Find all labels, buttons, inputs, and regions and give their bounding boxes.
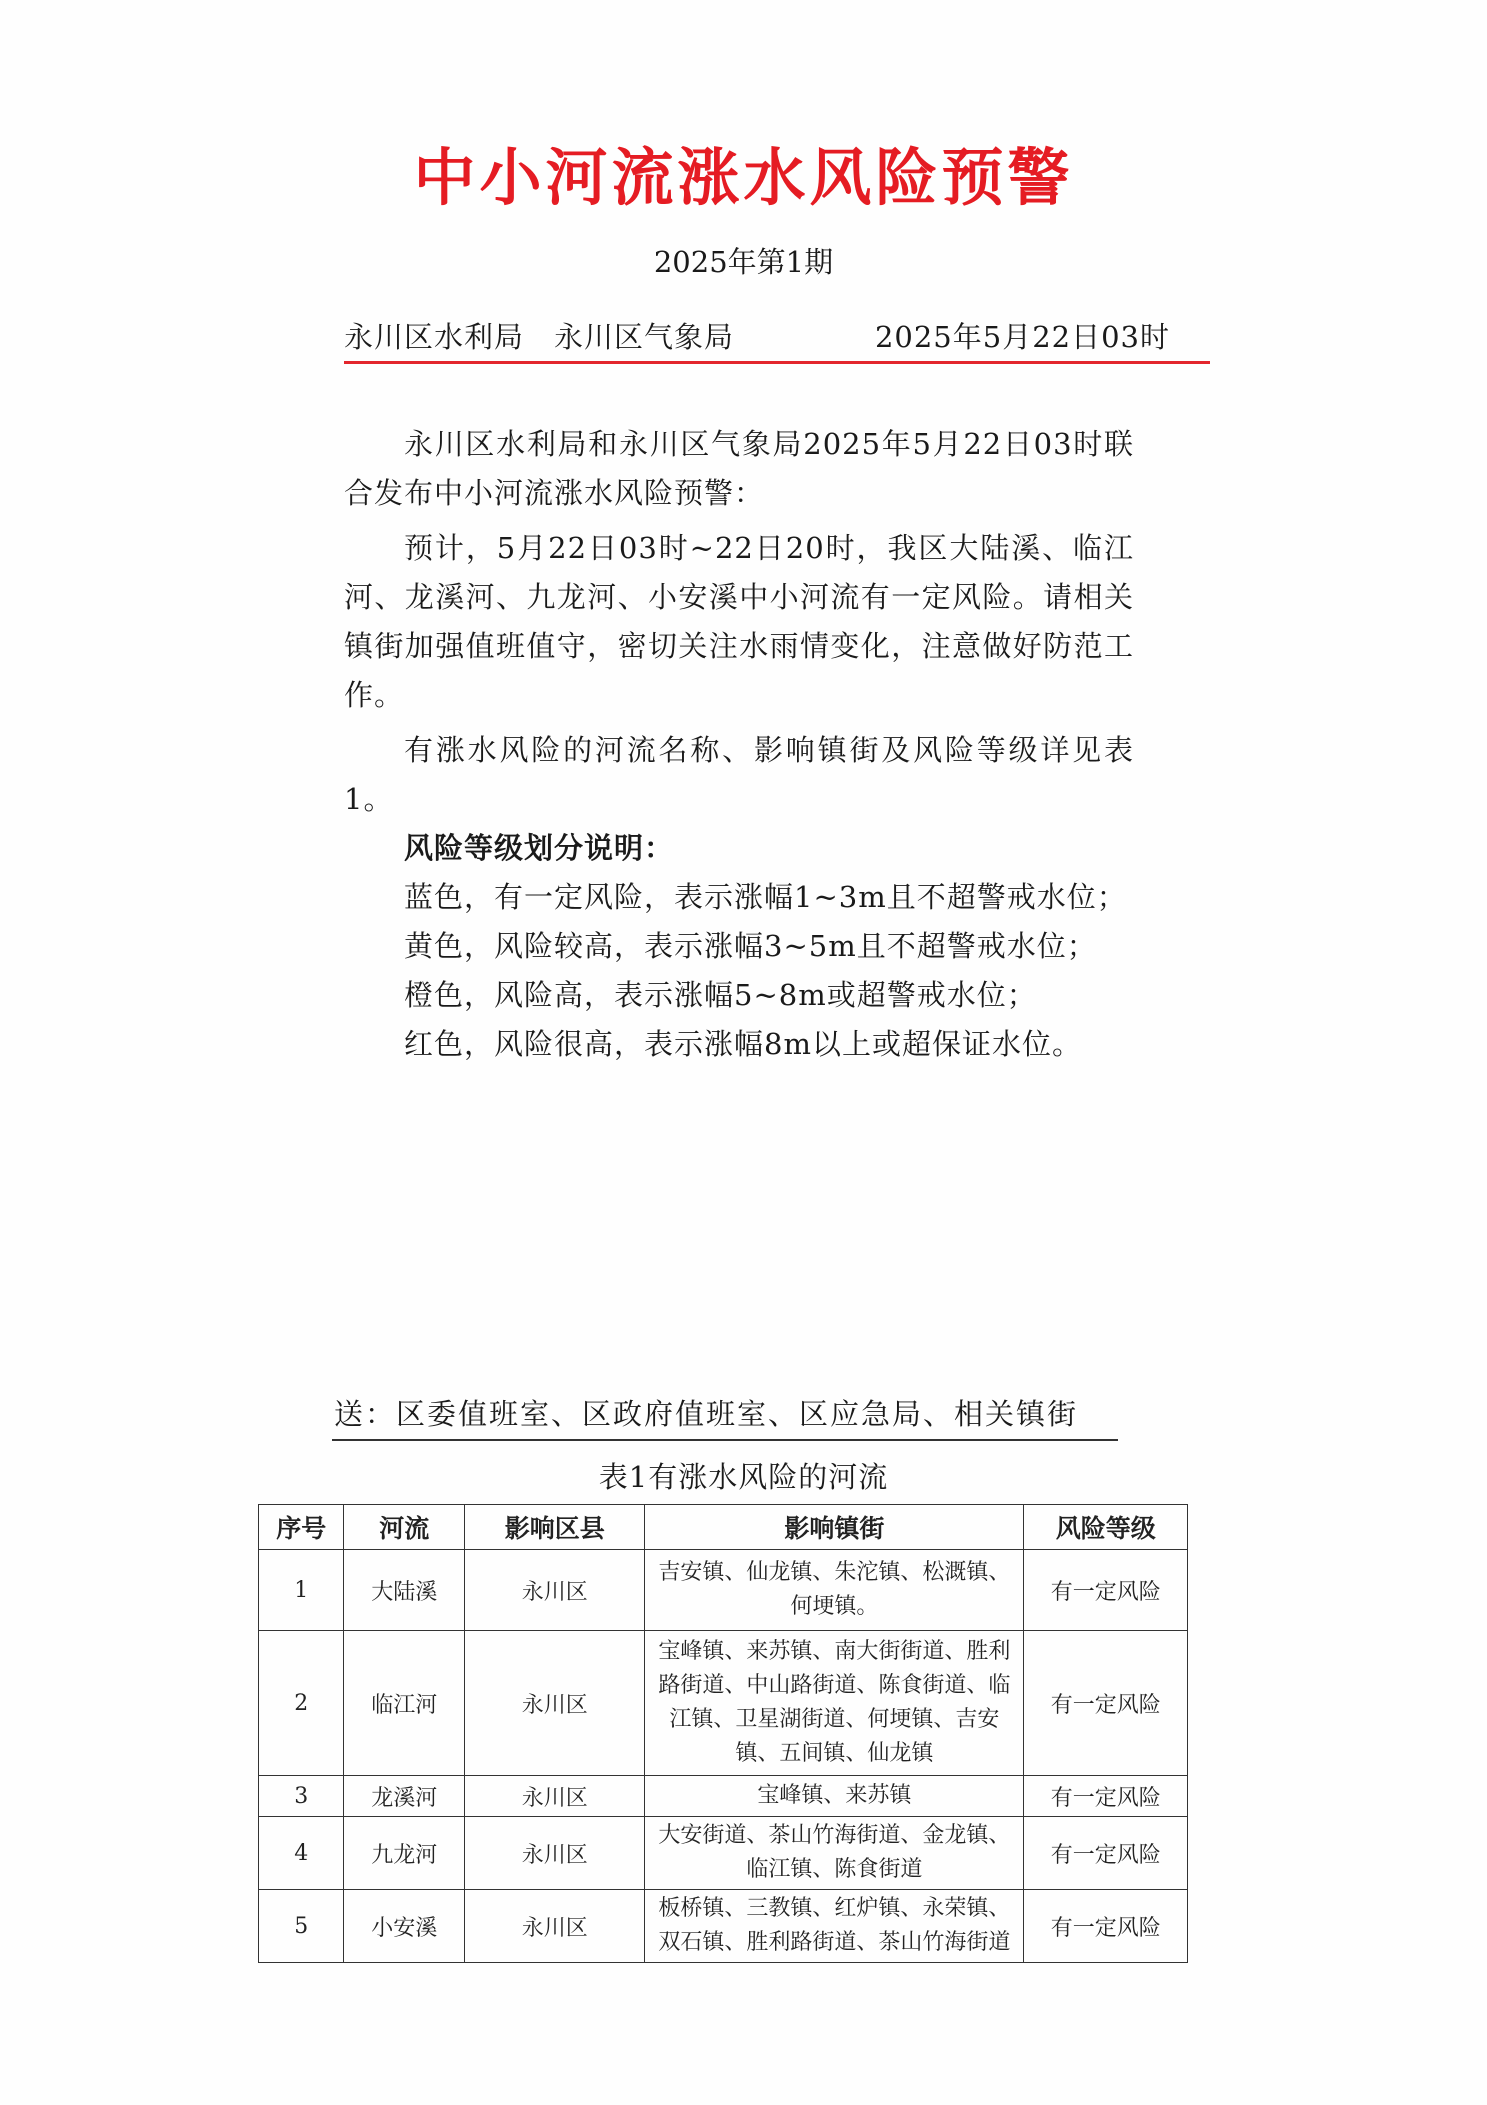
table-row <box>259 1776 1188 1817</box>
risk-level-orange: 橙色，风险高，表示涨幅5~8m或超警戒水位； <box>404 978 1037 1012</box>
table-row <box>259 1631 1188 1776</box>
cell-towns: 宝峰镇、来苏镇 <box>645 1776 1024 1817</box>
cell-towns: 板桥镇、三教镇、红炉镇、永荣镇、双石镇、胜利路街道、茶山竹海街道 <box>645 1890 1024 1963</box>
header-county: 影响区县 <box>465 1505 645 1550</box>
red-divider <box>344 361 1210 364</box>
risk-level-yellow: 黄色，风险较高，表示涨幅3~5m且不超警戒水位； <box>404 929 1097 963</box>
paragraph-intro: 永川区水利局和永川区气象局2025年5月22日03时联合发布中小河流涨水风险预警： <box>344 427 1134 510</box>
paragraph-forecast: 预计，5月22日03时~22日20时，我区大陆溪、临江河、龙溪河、九龙河、小安溪中小河流有一定风险。请相关镇街加强值班值守，密切关注水雨情变化，注意做好防范工作。 <box>344 531 1134 712</box>
cell-river: 小安溪 <box>344 1890 465 1963</box>
cell-no: 4 <box>259 1817 344 1890</box>
cell-no: 2 <box>259 1631 344 1776</box>
header-river: 河流 <box>344 1505 465 1550</box>
table-row <box>259 1817 1188 1890</box>
cell-level: 有一定风险 <box>1024 1890 1188 1963</box>
document-title: 中小河流涨水风险预警 <box>413 141 1074 214</box>
cell-level: 有一定风险 <box>1024 1550 1188 1631</box>
cell-county: 永川区 <box>465 1550 645 1631</box>
issue-number: 2025年第1期 <box>653 245 834 279</box>
cell-river: 龙溪河 <box>344 1776 465 1817</box>
cell-towns: 大安街道、茶山竹海街道、金龙镇、临江镇、陈食街道 <box>645 1817 1024 1890</box>
paragraph-table-ref: 有涨水风险的河流名称、影响镇街及风险等级详见表1。 <box>344 733 1134 816</box>
header-no: 序号 <box>259 1505 344 1550</box>
cell-level: 有一定风险 <box>1024 1631 1188 1776</box>
risk-level-blue: 蓝色，有一定风险，表示涨幅1~3m且不超警戒水位； <box>404 880 1127 914</box>
river-risk-table <box>258 1504 1188 1963</box>
table-header-row <box>259 1505 1188 1550</box>
cell-towns: 宝峰镇、来苏镇、南大街街道、胜利路街道、中山路街道、陈食街道、临江镇、卫星湖街道、何埂镇、吉安镇、五间镇、仙龙镇 <box>645 1631 1024 1776</box>
cell-level: 有一定风险 <box>1024 1776 1188 1817</box>
header-level: 风险等级 <box>1024 1505 1188 1550</box>
cell-county: 永川区 <box>465 1776 645 1817</box>
cell-level: 有一定风险 <box>1024 1817 1188 1890</box>
risk-level-red: 红色，风险很高，表示涨幅8m以上或超保证水位。 <box>404 1027 1082 1061</box>
cell-county: 永川区 <box>465 1817 645 1890</box>
header-towns: 影响镇街 <box>645 1505 1024 1550</box>
distribution-line: 送：区委值班室、区政府值班室、区应急局、相关镇街 <box>332 1392 1118 1441</box>
table-row <box>259 1890 1188 1963</box>
cell-county: 永川区 <box>465 1631 645 1776</box>
cell-no: 3 <box>259 1776 344 1817</box>
cell-river: 九龙河 <box>344 1817 465 1890</box>
issue-datetime: 2025年5月22日03时 <box>874 320 1170 354</box>
risk-level-heading: 风险等级划分说明： <box>404 831 675 865</box>
notice-body <box>344 420 1134 1069</box>
table-caption: 表1有涨水风险的河流 <box>598 1460 889 1494</box>
cell-no: 1 <box>259 1550 344 1631</box>
cell-no: 5 <box>259 1890 344 1963</box>
cell-towns: 吉安镇、仙龙镇、朱沱镇、松溉镇、何埂镇。 <box>645 1550 1024 1631</box>
cell-river: 临江河 <box>344 1631 465 1776</box>
cell-county: 永川区 <box>465 1890 645 1963</box>
cell-river: 大陆溪 <box>344 1550 465 1631</box>
table-row <box>259 1550 1188 1631</box>
issuers: 永川区水利局 永川区气象局 <box>344 320 735 354</box>
